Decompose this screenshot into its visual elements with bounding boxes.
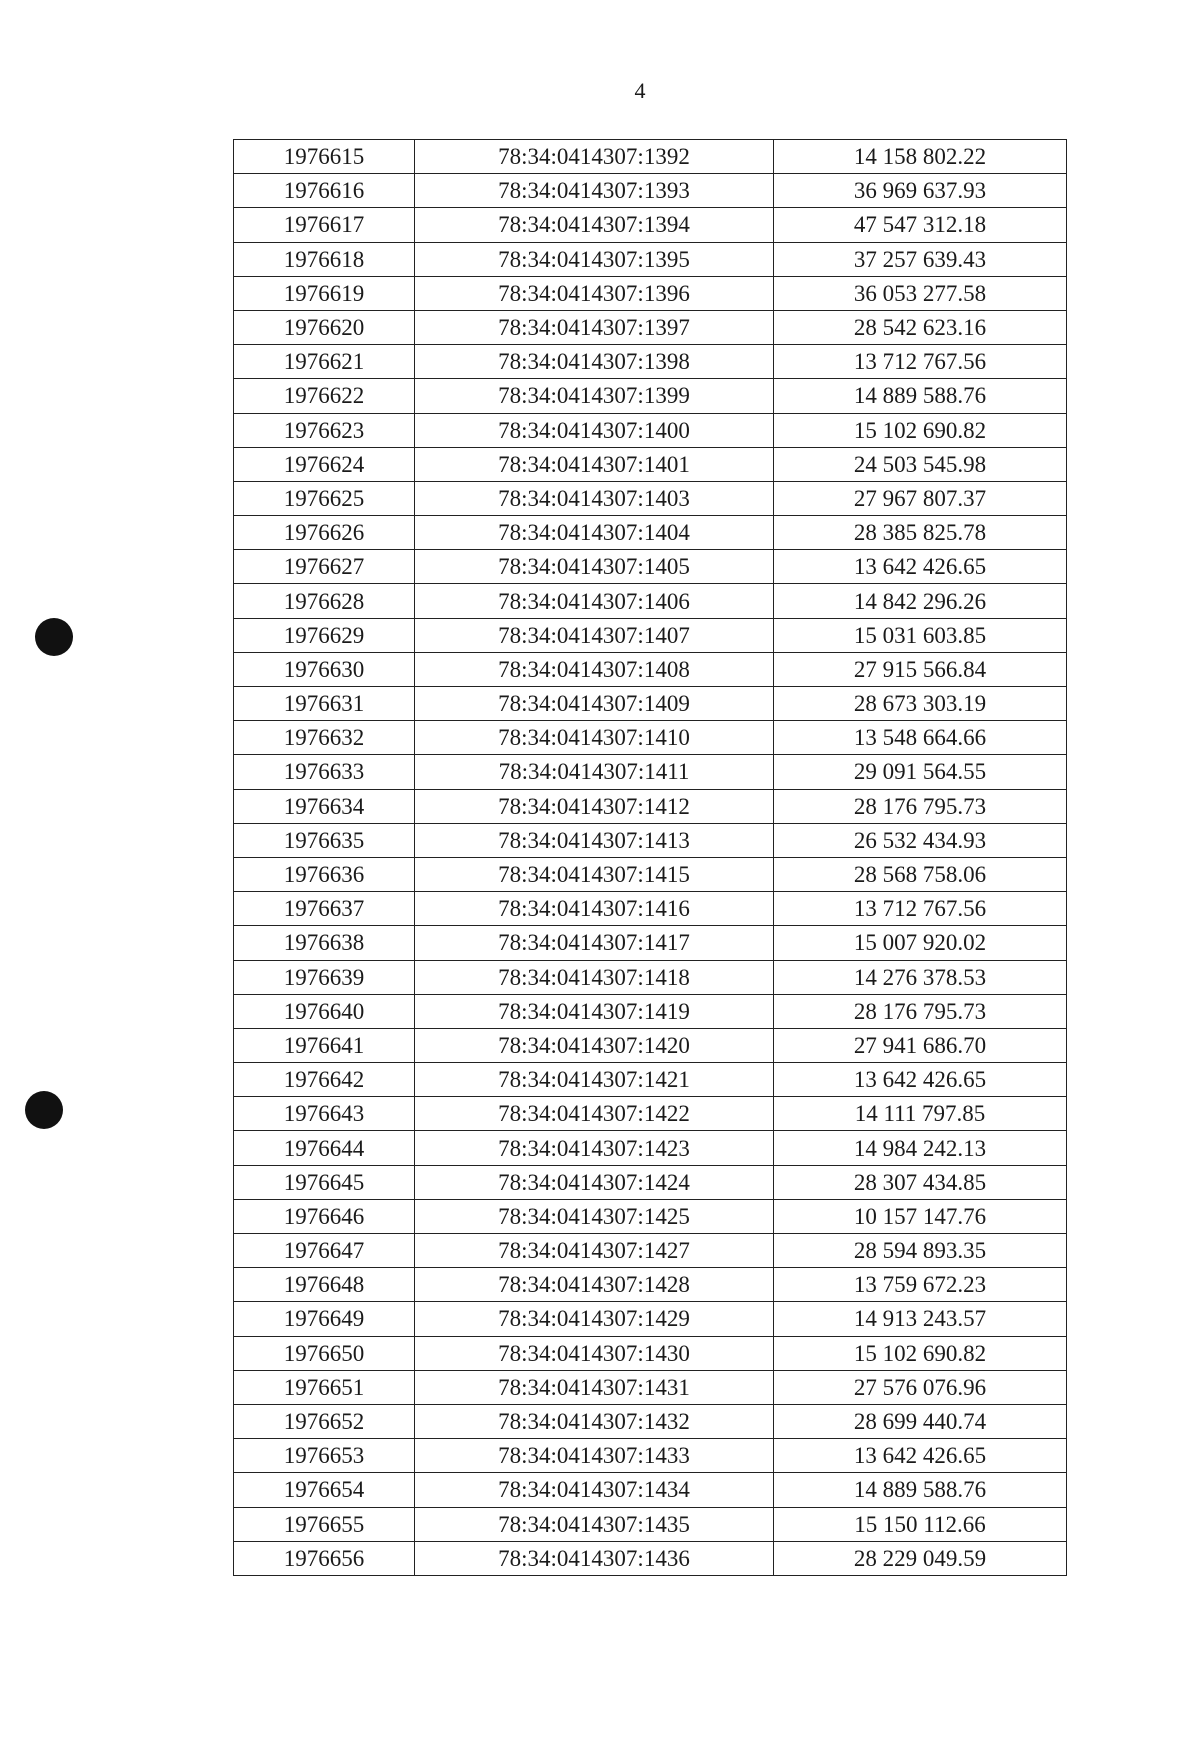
value-cell: 13 712 767.56 — [774, 345, 1067, 379]
table-row — [234, 857, 1067, 891]
table-row — [234, 1234, 1067, 1268]
table-row — [234, 892, 1067, 926]
value-cell: 10 157 147.76 — [774, 1199, 1067, 1233]
cadastral-number-cell: 78:34:0414307:1405 — [415, 550, 774, 584]
cadastral-number-cell: 78:34:0414307:1431 — [415, 1370, 774, 1404]
row-id-cell: 1976641 — [234, 1028, 415, 1062]
cadastral-number-cell: 78:34:0414307:1392 — [415, 140, 774, 174]
cadastral-number-cell: 78:34:0414307:1410 — [415, 721, 774, 755]
table-row — [234, 960, 1067, 994]
value-cell: 15 031 603.85 — [774, 618, 1067, 652]
value-cell: 28 594 893.35 — [774, 1234, 1067, 1268]
page-number: 4 — [634, 78, 646, 103]
table-row — [234, 1165, 1067, 1199]
table-row — [234, 755, 1067, 789]
table-row — [234, 926, 1067, 960]
row-id-cell: 1976631 — [234, 687, 415, 721]
row-id-cell: 1976652 — [234, 1404, 415, 1438]
table-row — [234, 379, 1067, 413]
cadastral-number-cell: 78:34:0414307:1429 — [415, 1302, 774, 1336]
table-row — [234, 242, 1067, 276]
row-id-cell: 1976617 — [234, 208, 415, 242]
table-row — [234, 687, 1067, 721]
table-row — [234, 550, 1067, 584]
value-cell: 47 547 312.18 — [774, 208, 1067, 242]
value-cell: 13 642 426.65 — [774, 1063, 1067, 1097]
row-id-cell: 1976618 — [234, 242, 415, 276]
table-row — [234, 345, 1067, 379]
table-row — [234, 1370, 1067, 1404]
cadastral-number-cell: 78:34:0414307:1430 — [415, 1336, 774, 1370]
value-cell: 13 548 664.66 — [774, 721, 1067, 755]
value-cell: 15 102 690.82 — [774, 413, 1067, 447]
row-id-cell: 1976645 — [234, 1165, 415, 1199]
cadastral-number-cell: 78:34:0414307:1424 — [415, 1165, 774, 1199]
cadastral-number-cell: 78:34:0414307:1422 — [415, 1097, 774, 1131]
cadastral-number-cell: 78:34:0414307:1433 — [415, 1439, 774, 1473]
table-row — [234, 1541, 1067, 1575]
table-body — [234, 140, 1067, 1576]
row-id-cell: 1976630 — [234, 652, 415, 686]
row-id-cell: 1976632 — [234, 721, 415, 755]
cadastral-number-cell: 78:34:0414307:1404 — [415, 516, 774, 550]
row-id-cell: 1976654 — [234, 1473, 415, 1507]
table-row — [234, 174, 1067, 208]
row-id-cell: 1976626 — [234, 516, 415, 550]
value-cell: 28 176 795.73 — [774, 789, 1067, 823]
table-row — [234, 1473, 1067, 1507]
table-row — [234, 1131, 1067, 1165]
cadastral-number-cell: 78:34:0414307:1397 — [415, 310, 774, 344]
value-cell: 13 712 767.56 — [774, 892, 1067, 926]
value-cell: 27 967 807.37 — [774, 481, 1067, 515]
row-id-cell: 1976656 — [234, 1541, 415, 1575]
table-row — [234, 516, 1067, 550]
row-id-cell: 1976635 — [234, 823, 415, 857]
value-cell: 28 542 623.16 — [774, 310, 1067, 344]
cadastral-number-cell: 78:34:0414307:1409 — [415, 687, 774, 721]
value-cell: 15 150 112.66 — [774, 1507, 1067, 1541]
cadastral-number-cell: 78:34:0414307:1427 — [415, 1234, 774, 1268]
cadastral-number-cell: 78:34:0414307:1421 — [415, 1063, 774, 1097]
value-cell: 28 568 758.06 — [774, 857, 1067, 891]
value-cell: 14 889 588.76 — [774, 1473, 1067, 1507]
row-id-cell: 1976624 — [234, 447, 415, 481]
value-cell: 15 007 920.02 — [774, 926, 1067, 960]
cadastral-number-cell: 78:34:0414307:1394 — [415, 208, 774, 242]
value-cell: 26 532 434.93 — [774, 823, 1067, 857]
value-cell: 28 673 303.19 — [774, 687, 1067, 721]
value-cell: 27 576 076.96 — [774, 1370, 1067, 1404]
row-id-cell: 1976623 — [234, 413, 415, 447]
value-cell: 14 158 802.22 — [774, 140, 1067, 174]
table-row — [234, 413, 1067, 447]
value-cell: 15 102 690.82 — [774, 1336, 1067, 1370]
value-cell: 28 307 434.85 — [774, 1165, 1067, 1199]
cadastral-number-cell: 78:34:0414307:1418 — [415, 960, 774, 994]
cadastral-number-cell: 78:34:0414307:1398 — [415, 345, 774, 379]
row-id-cell: 1976637 — [234, 892, 415, 926]
value-cell: 36 969 637.93 — [774, 174, 1067, 208]
cadastral-number-cell: 78:34:0414307:1432 — [415, 1404, 774, 1438]
table-row — [234, 721, 1067, 755]
cadastral-number-cell: 78:34:0414307:1423 — [415, 1131, 774, 1165]
table-row — [234, 276, 1067, 310]
row-id-cell: 1976634 — [234, 789, 415, 823]
value-cell: 13 642 426.65 — [774, 1439, 1067, 1473]
cadastral-number-cell: 78:34:0414307:1407 — [415, 618, 774, 652]
value-cell: 28 699 440.74 — [774, 1404, 1067, 1438]
cadastral-number-cell: 78:34:0414307:1413 — [415, 823, 774, 857]
row-id-cell: 1976644 — [234, 1131, 415, 1165]
value-cell: 28 176 795.73 — [774, 994, 1067, 1028]
cadastral-number-cell: 78:34:0414307:1403 — [415, 481, 774, 515]
table-row — [234, 447, 1067, 481]
row-id-cell: 1976619 — [234, 276, 415, 310]
value-cell: 14 276 378.53 — [774, 960, 1067, 994]
row-id-cell: 1976620 — [234, 310, 415, 344]
cadastral-number-cell: 78:34:0414307:1406 — [415, 584, 774, 618]
cadastral-number-cell: 78:34:0414307:1393 — [415, 174, 774, 208]
table-row — [234, 789, 1067, 823]
cadastral-number-cell: 78:34:0414307:1436 — [415, 1541, 774, 1575]
table-row — [234, 1199, 1067, 1233]
punch-hole — [25, 1091, 63, 1129]
value-cell: 28 229 049.59 — [774, 1541, 1067, 1575]
row-id-cell: 1976633 — [234, 755, 415, 789]
cadastral-number-cell: 78:34:0414307:1415 — [415, 857, 774, 891]
cadastral-number-cell: 78:34:0414307:1396 — [415, 276, 774, 310]
value-cell: 13 759 672.23 — [774, 1268, 1067, 1302]
value-cell: 28 385 825.78 — [774, 516, 1067, 550]
value-cell: 14 913 243.57 — [774, 1302, 1067, 1336]
table-row — [234, 1028, 1067, 1062]
table-row — [234, 310, 1067, 344]
cadastral-number-cell: 78:34:0414307:1412 — [415, 789, 774, 823]
row-id-cell: 1976653 — [234, 1439, 415, 1473]
cadastral-number-cell: 78:34:0414307:1411 — [415, 755, 774, 789]
table-row — [234, 652, 1067, 686]
table-row — [234, 1063, 1067, 1097]
row-id-cell: 1976627 — [234, 550, 415, 584]
value-cell: 37 257 639.43 — [774, 242, 1067, 276]
value-cell: 36 053 277.58 — [774, 276, 1067, 310]
table-row — [234, 1336, 1067, 1370]
cadastral-number-cell: 78:34:0414307:1425 — [415, 1199, 774, 1233]
cadastral-number-cell: 78:34:0414307:1408 — [415, 652, 774, 686]
value-cell: 13 642 426.65 — [774, 550, 1067, 584]
row-id-cell: 1976616 — [234, 174, 415, 208]
cadastral-number-cell: 78:34:0414307:1400 — [415, 413, 774, 447]
row-id-cell: 1976651 — [234, 1370, 415, 1404]
table-row — [234, 584, 1067, 618]
cadastral-number-cell: 78:34:0414307:1435 — [415, 1507, 774, 1541]
row-id-cell: 1976650 — [234, 1336, 415, 1370]
table-row — [234, 140, 1067, 174]
punch-hole — [35, 618, 73, 656]
cadastral-number-cell: 78:34:0414307:1416 — [415, 892, 774, 926]
cadastral-number-cell: 78:34:0414307:1399 — [415, 379, 774, 413]
row-id-cell: 1976636 — [234, 857, 415, 891]
table-row — [234, 481, 1067, 515]
row-id-cell: 1976625 — [234, 481, 415, 515]
table-row — [234, 1404, 1067, 1438]
table-row — [234, 1097, 1067, 1131]
row-id-cell: 1976621 — [234, 345, 415, 379]
table-row — [234, 823, 1067, 857]
table-row — [234, 618, 1067, 652]
row-id-cell: 1976647 — [234, 1234, 415, 1268]
value-cell: 14 889 588.76 — [774, 379, 1067, 413]
row-id-cell: 1976638 — [234, 926, 415, 960]
row-id-cell: 1976615 — [234, 140, 415, 174]
row-id-cell: 1976622 — [234, 379, 415, 413]
value-cell: 27 915 566.84 — [774, 652, 1067, 686]
value-cell: 14 984 242.13 — [774, 1131, 1067, 1165]
row-id-cell: 1976629 — [234, 618, 415, 652]
row-id-cell: 1976648 — [234, 1268, 415, 1302]
table-row — [234, 208, 1067, 242]
row-id-cell: 1976643 — [234, 1097, 415, 1131]
cadastral-number-cell: 78:34:0414307:1434 — [415, 1473, 774, 1507]
row-id-cell: 1976628 — [234, 584, 415, 618]
cadastral-number-cell: 78:34:0414307:1420 — [415, 1028, 774, 1062]
value-cell: 29 091 564.55 — [774, 755, 1067, 789]
table-row — [234, 1268, 1067, 1302]
row-id-cell: 1976642 — [234, 1063, 415, 1097]
data-table — [233, 139, 1067, 1576]
table-row — [234, 1439, 1067, 1473]
cadastral-number-cell: 78:34:0414307:1401 — [415, 447, 774, 481]
table-row — [234, 994, 1067, 1028]
row-id-cell: 1976655 — [234, 1507, 415, 1541]
table-row — [234, 1302, 1067, 1336]
row-id-cell: 1976646 — [234, 1199, 415, 1233]
value-cell: 24 503 545.98 — [774, 447, 1067, 481]
value-cell: 14 842 296.26 — [774, 584, 1067, 618]
row-id-cell: 1976639 — [234, 960, 415, 994]
cadastral-number-cell: 78:34:0414307:1428 — [415, 1268, 774, 1302]
value-cell: 27 941 686.70 — [774, 1028, 1067, 1062]
cadastral-number-cell: 78:34:0414307:1419 — [415, 994, 774, 1028]
row-id-cell: 1976640 — [234, 994, 415, 1028]
cadastral-number-cell: 78:34:0414307:1417 — [415, 926, 774, 960]
cadastral-number-cell: 78:34:0414307:1395 — [415, 242, 774, 276]
value-cell: 14 111 797.85 — [774, 1097, 1067, 1131]
table-row — [234, 1507, 1067, 1541]
row-id-cell: 1976649 — [234, 1302, 415, 1336]
